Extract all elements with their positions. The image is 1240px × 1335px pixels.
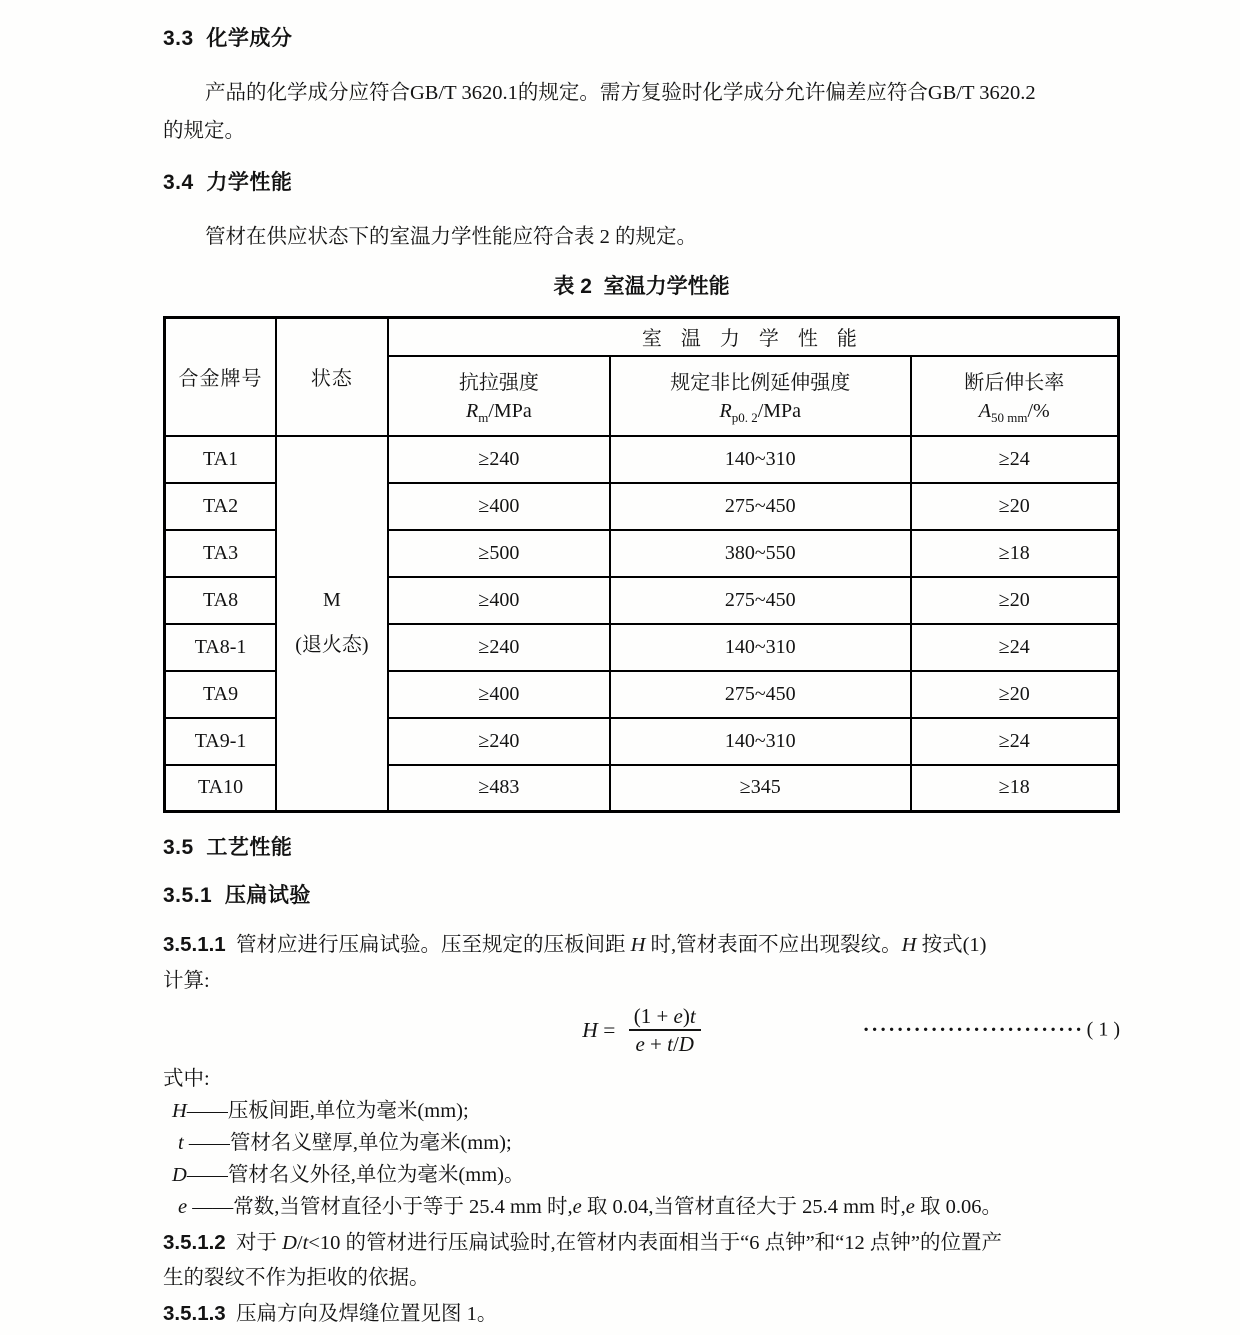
paragraph-line: 3.5.1.3 压扁方向及焊缝位置见图 1。	[163, 1302, 498, 1325]
paragraph-line: 管材在供应状态下的室温力学性能应符合表 2 的规定。	[205, 226, 697, 248]
dot-leader: ··························	[862, 1017, 1084, 1042]
alloy-grade-cell: TA1	[165, 436, 277, 483]
paragraph-3-4	[163, 218, 1120, 256]
rm-cell: ≥400	[388, 577, 610, 624]
paragraph-3-5-1-2	[163, 1225, 1120, 1296]
rm-cell: ≥400	[388, 671, 610, 718]
alloy-grade-cell: TA3	[165, 530, 277, 577]
fraction-denominator: e + t/D	[635, 1032, 694, 1056]
section-heading-3-3: 3.3 化学成分	[163, 27, 293, 50]
header-proof-strength: 规定非比例延伸强度 $R_{p0. 2}$/MPa	[610, 356, 911, 436]
alloy-grade-cell: TA2	[165, 483, 277, 530]
paragraph-3-3	[163, 74, 1120, 150]
equation-1	[163, 1001, 1120, 1059]
table-row	[165, 436, 1119, 483]
alloy-grade-cell: TA9-1	[165, 718, 277, 765]
header-elongation: 断后伸长率 $A_{50 mm}/\%$	[911, 356, 1119, 436]
header-tensile-strength: 抗拉强度 $R_m$/MPa	[388, 356, 610, 436]
table-2-title: 表 2 室温力学性能	[553, 275, 730, 298]
header-alloy-grade: 合金牌号	[165, 318, 277, 436]
rm-cell: ≥240	[388, 436, 610, 483]
equation-fraction	[629, 1003, 701, 1057]
paragraph-3-5-1-3	[163, 1296, 1120, 1332]
paragraph-line: 的规定。	[163, 120, 245, 142]
header-state: 状态	[276, 318, 388, 436]
rp-cell: 140~310	[610, 436, 911, 483]
table-2-room-temperature-mechanical-properties	[163, 316, 1120, 813]
a-cell: ≥20	[911, 483, 1119, 530]
a-cell: ≥18	[911, 530, 1119, 577]
rp-cell: 380~550	[610, 530, 911, 577]
equation-lhs: H =	[582, 1017, 621, 1042]
paragraph-line: 计算:	[163, 970, 210, 992]
a-cell: ≥24	[911, 436, 1119, 483]
a-cell: ≥20	[911, 577, 1119, 624]
a-cell: ≥20	[911, 671, 1119, 718]
symbol-definitions	[163, 1063, 1120, 1223]
rp-cell: ≥345	[610, 765, 911, 812]
rm-cell: ≥483	[388, 765, 610, 812]
section-heading-3-5: 3.5 工艺性能	[163, 836, 293, 859]
equation-number: ( 1 )	[1086, 1018, 1120, 1041]
paragraph-3-5-1-1	[163, 927, 1120, 999]
state-cell: M (退火态)	[276, 436, 388, 812]
rp-cell: 140~310	[610, 718, 911, 765]
table-header-row	[165, 318, 1119, 356]
definition-t: t ——管材名义壁厚,单位为毫米(mm);	[178, 1132, 512, 1154]
rm-cell: ≥500	[388, 530, 610, 577]
rp-cell: 275~450	[610, 671, 911, 718]
alloy-grade-cell: TA10	[165, 765, 277, 812]
equation-reference	[863, 1018, 1120, 1043]
paragraph-line: 3.5.1.2 对于 D/t<10 的管材进行压扁试验时,在管材内表面相当于“6 点钟”和“12 点钟”的位置产	[163, 1231, 1003, 1254]
rm-cell: ≥240	[388, 718, 610, 765]
alloy-grade-cell: TA8	[165, 577, 277, 624]
header-span-room-temp: 室 温 力 学 性 能	[388, 318, 1119, 356]
section-heading-3-5-1: 3.5.1 压扁试验	[163, 884, 311, 907]
a-cell: ≥18	[911, 765, 1119, 812]
rp-cell: 140~310	[610, 624, 911, 671]
paragraph-line: 生的裂纹不作为拒收的依据。	[163, 1267, 430, 1289]
fraction-numerator: (1 + e)t	[629, 1003, 701, 1031]
definition-D: D——管材名义外径,单位为毫米(mm)。	[172, 1164, 525, 1186]
a-cell: ≥24	[911, 718, 1119, 765]
rm-cell: ≥240	[388, 624, 610, 671]
alloy-grade-cell: TA9	[165, 671, 277, 718]
rm-cell: ≥400	[388, 483, 610, 530]
paragraph-line: 产品的化学成分应符合GB/T 3620.1的规定。需方复验时化学成分允许偏差应符合GB/T 3620.2	[205, 82, 1036, 104]
paragraph-line: 3.5.1.1 管材应进行压扁试验。压至规定的压板间距 H 时,管材表面不应出现裂纹。H 按式(1)	[163, 933, 987, 956]
where-label: 式中:	[163, 1068, 210, 1090]
definition-H: H——压板间距,单位为毫米(mm);	[172, 1100, 469, 1122]
section-heading-3-4: 3.4 力学性能	[163, 171, 293, 194]
rp-cell: 275~450	[610, 577, 911, 624]
alloy-grade-cell: TA8-1	[165, 624, 277, 671]
rp-cell: 275~450	[610, 483, 911, 530]
a-cell: ≥24	[911, 624, 1119, 671]
definition-e: e ——常数,当管材直径小于等于 25.4 mm 时,e 取 0.04,当管材直径大于 25.4 mm 时,e 取 0.06。	[178, 1196, 1002, 1218]
